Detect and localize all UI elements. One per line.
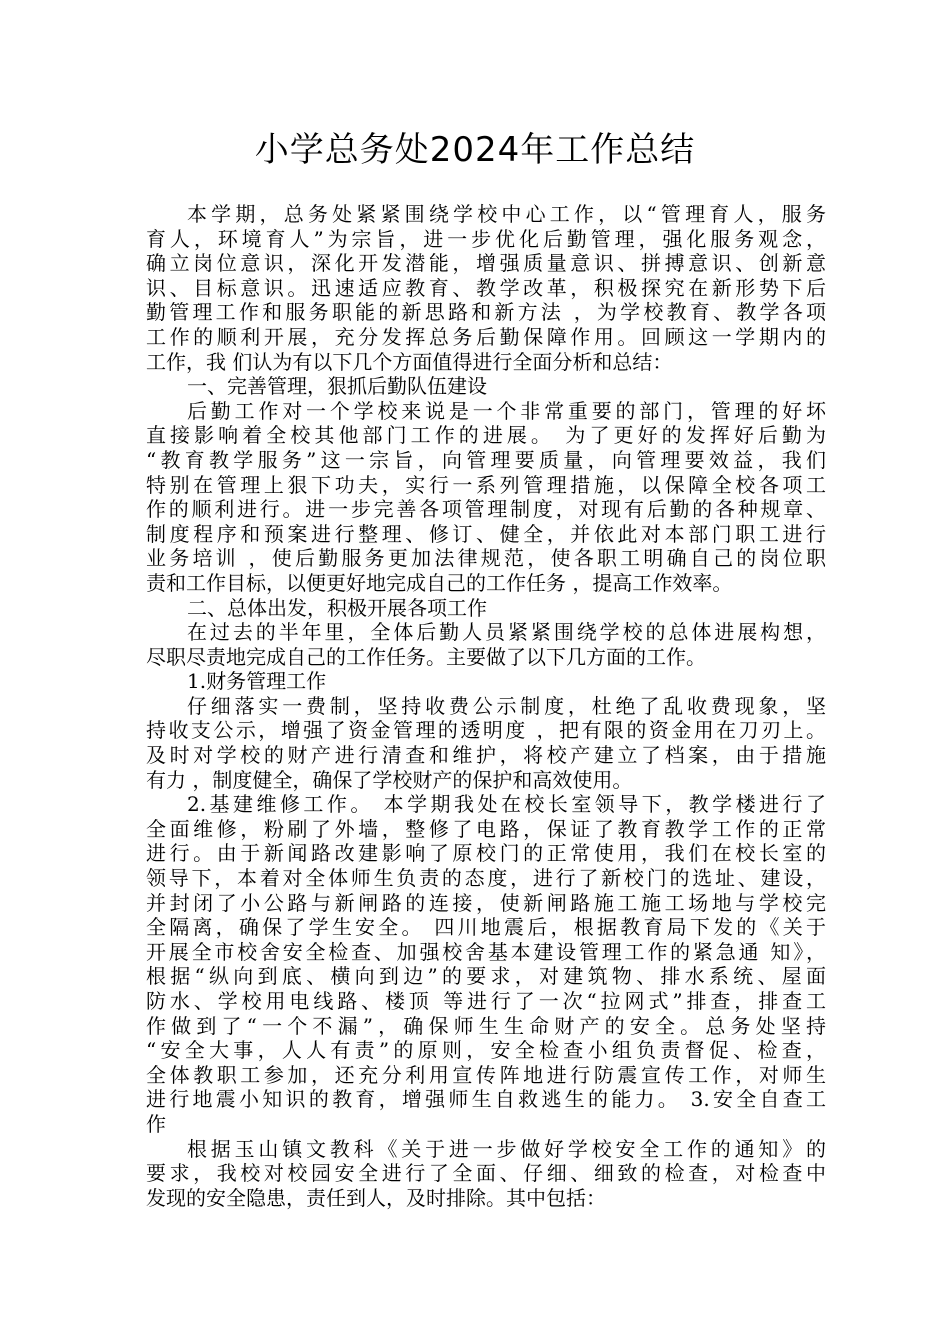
body-line: 业务培训 ，使后勤服务更加法律规范，使各职工明确自己的岗位职	[146, 546, 826, 571]
body-line: 持收支公示，增强了资金管理的透明度 ，把有限的资金用在刀刃上。	[146, 718, 826, 743]
body-line: 尽职尽责地完成自己的工作任务。主要做了以下几方面的工作。	[146, 644, 706, 669]
body-line: 要求，我校对校园安全进行了全面、仔细、细致的检查，对检查中	[146, 1161, 826, 1186]
body-line: 直接影响着全校其他部门工作的进展。 为了更好的发挥好后勤为	[146, 423, 826, 448]
body-line: 工作的顺利开展，充分发挥总务后勤保障作用。回顾这一学期内的	[146, 324, 826, 349]
document-title: 小学总务处2024年工作总结	[254, 130, 696, 170]
body-line: 进行地震小知识的教育，增强师生自救逃生的能力。 3.安全自查工	[146, 1087, 826, 1112]
body-line: 防水、学校用电线路、楼顶 等进行了一次“拉网式”排查，排查工	[146, 989, 826, 1013]
body-line: 并封闭了小公路与新闸路的连接，使新闸路施工施工场地与学校完	[146, 890, 826, 915]
body-line: 后勤工作对一个学校来说是一个非常重要的部门，管理的好坏	[187, 398, 826, 423]
body-line: 开展全市校舍安全检查、加强校舍基本建设管理工作的紧急通 知》，	[146, 939, 826, 964]
section-heading: 二、总体出发，积极开展各项工作	[187, 595, 487, 620]
body-line: 全隔离，确保了学生安全。 四川地震后，根据教育局下发的《关于	[146, 915, 826, 940]
body-line: 育人，环境育人”为宗旨，进一步优化后勤管理，强化服务观念，	[146, 226, 826, 251]
body-line: “教育教学服务”这一宗旨，向管理要质量，向管理要效益，我们	[146, 447, 826, 472]
body-line: 工作，我 们认为有以下几个方面值得进行全面分析和总结：	[146, 349, 673, 374]
section-heading: 一、完善管理，狠抓后勤队伍建设	[187, 374, 487, 399]
body-line: 全面维修，粉刷了外墙，整修了电路，保证了教育教学工作的正常	[146, 816, 826, 841]
body-line: 勤管理工作和服务职能的新思路和新方法 ，为学校教育、教学各项	[146, 300, 826, 325]
body-line: 及时对学校的财产进行清查和维护，将校产建立了档案，由于措施	[146, 743, 826, 768]
body-line: 仔细落实一费制，坚持收费公示制度，杜绝了乱收费现象，坚	[187, 693, 826, 718]
subsection-heading: 1.财务管理工作	[187, 669, 327, 694]
body-line: 根据“纵向到底、横向到边”的要求，对建筑物、排水系统、屋面	[146, 964, 826, 989]
body-line: 作的顺利进行。进一步完善各项管理制度，对现有后勤的各种规章、	[146, 497, 826, 522]
body-line: 在过去的半年里，全体后勤人员紧紧围绕学校的总体进展构想，	[187, 620, 826, 645]
body-line: 有力 ，制度健全，确保了学校财产的保护和高效使用。	[146, 767, 633, 792]
body-line: 全体教职工参加，还充分利用宣传阵地进行防震宣传工作，对师生	[146, 1062, 826, 1087]
document-body	[146, 202, 826, 1210]
body-line: 本学期，总务处紧紧围绕学校中心工作，以“管理育人，服务	[187, 202, 826, 226]
body-line: “安全大事，人人有责”的原则，安全检查小组负责督促、检查，	[146, 1038, 826, 1063]
body-line: 识、目标意识。迅速适应教育、教学改革，积极探究在新形势下后	[146, 275, 826, 300]
body-line: 发现的安全隐患，责任到人，及时排除。其中包括：	[146, 1185, 606, 1210]
body-line: 作做到了“一个不漏”，确保师生生命财产的安全。总务处坚持	[146, 1013, 826, 1038]
body-line: 进行。由于新闻路改建影响了原校门的正常使用，我们在校长室的	[146, 841, 826, 866]
body-line: 领导下，本着对全体师生负责的态度，进行了新校门的选址、建设，	[146, 866, 826, 891]
body-line: 责和工作目标，以便更好地完成自己的工作任务 ，提高工作效率。	[146, 570, 733, 595]
body-line: 制度程序和预案进行整理、修订、健全，并依此对本部门职工进行	[146, 521, 826, 546]
body-line: 确立岗位意识，深化开发潜能，增强质量意识、拼搏意识、创新意	[146, 251, 826, 276]
body-line: 根据玉山镇文教科《关于进一步做好学校安全工作的通知》的	[187, 1136, 826, 1161]
body-line: 作	[146, 1111, 166, 1136]
body-line: 特别在管理上狠下功夫，实行一系列管理措施，以保障全校各项工	[146, 472, 826, 497]
body-line: 2.基建维修工作。 本学期我处在校长室领导下，教学楼进行了	[187, 792, 826, 817]
